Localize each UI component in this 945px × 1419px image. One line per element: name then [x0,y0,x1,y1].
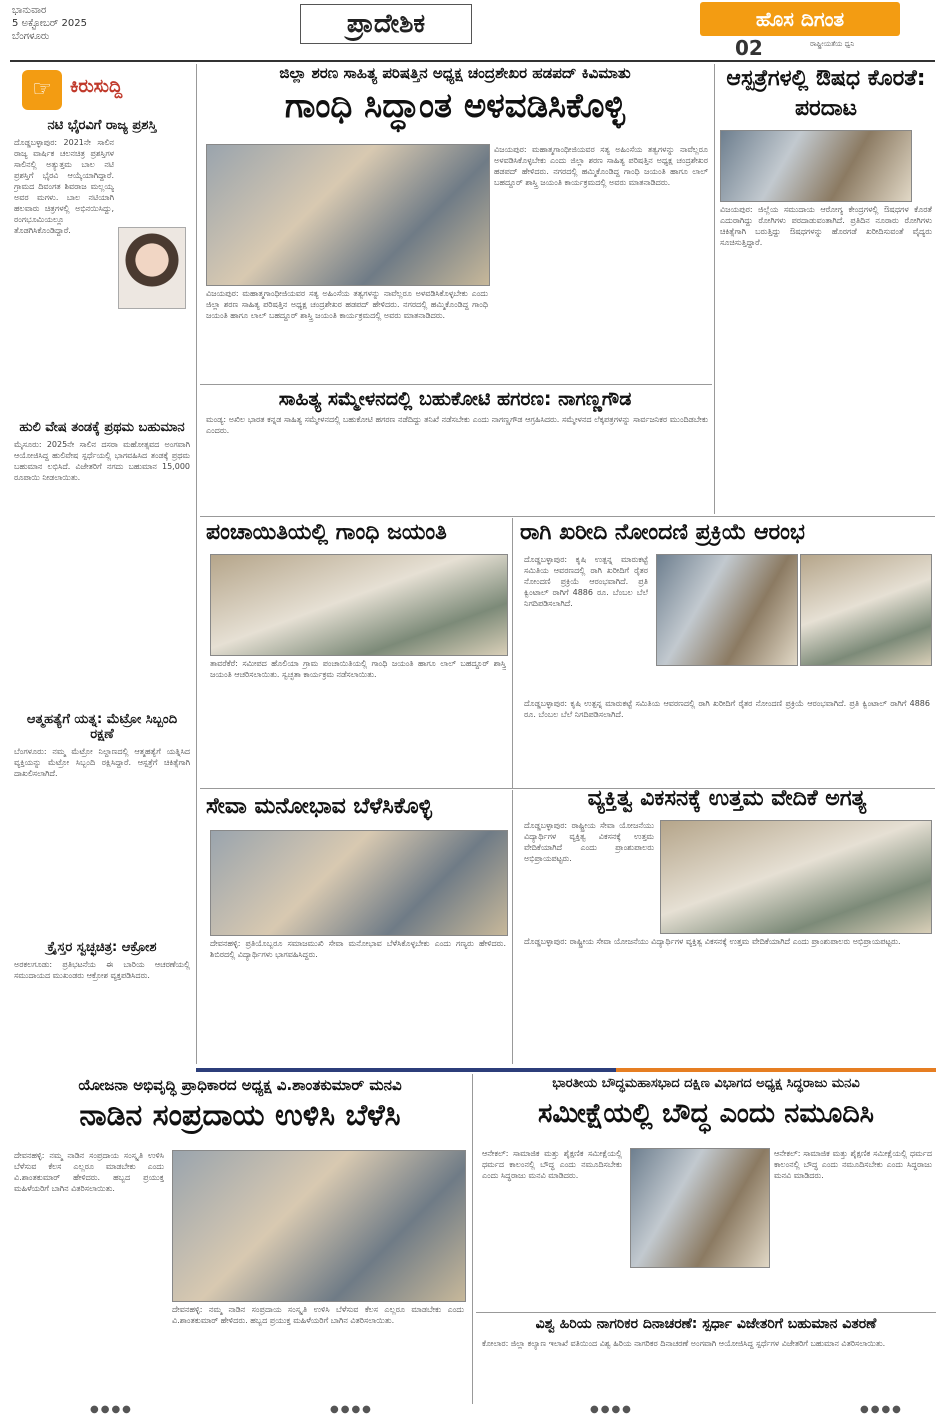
print-registration-marks: ●●●● [330,1404,373,1415]
brief-title: ಆತ್ಮಹತ್ಯೆಗೆ ಯತ್ನ: ಮೆಟ್ರೋ ಸಿಬ್ಬಂದಿ ರಕ್ಷಣೆ [26,712,178,742]
story-headline: ವಿಶ್ವ ಹಿರಿಯ ನಾಗರಿಕರ ದಿನಾಚರಣೆ: ಸ್ಪರ್ಧಾ ವಿಜೇತರಿಗೆ ಬಹುಮಾನ ವಿತರಣೆ [535,1316,877,1332]
story-headline: ನಾಡಿನ ಸಂಪ್ರದಾಯ ಉಳಿಸಿ ಬೆಳೆಸಿ [79,1098,401,1133]
news-photo [630,1148,770,1268]
edition-city: ಬೆಂಗಳೂರು [12,31,50,42]
brief-3 [14,712,190,926]
kirusuddi-banner [22,70,182,110]
story-kicker: ಯೋಜನಾ ಅಭಿವೃದ್ಧಿ ಪ್ರಾಧಿಕಾರದ ಅಧ್ಯಕ್ಷ ವಿ.ಶಾಂತಕುಮಾರ್ ಮನವಿ [78,1076,402,1094]
story-body-continued: ವಿಜಯಪುರ: ಮಹಾತ್ಮಗಾಂಧೀಜಿಯವರ ಸತ್ಯ ಅಹಿಂಸೆಯ ತತ್ವಗಳನ್ನು ನಾವೆಲ್ಲರೂ ಅಳವಡಿಸಿಕೊಳ್ಳಬೇಕು ಎಂದು ಜಿಲ್ಲಾ ಶರಣ ಸಾಹಿತ್ಯ ಪರಿಷತ್ತಿನ ಅಧ್ಯಕ್ಷ ಚಂದ್ರಶೇಖರ ಹಡಪದ್ ಹೇಳಿದರು. ನಗರದಲ್ಲಿ ಹಮ್ಮಿಕೊಂಡಿದ್ದ ಗಾಂಧಿ ಜಯಂತಿ ಹಾಗೂ ಲಾಲ್ ಬಹದ್ದೂರ್ ಶಾಸ್ತ್ರಿ ಜಯಂತಿ ಕಾರ್ಯಕ್ರಮದಲ್ಲಿ ಅವರು ಮಾತನಾಡಿದರು. [494,145,708,187]
brief-body: ಬೆಂಗಳೂರು: ನಮ್ಮ ಮೆಟ್ರೋ ನಿಲ್ದಾಣದಲ್ಲಿ ಆತ್ಮಹತ್ಯೆಗೆ ಯತ್ನಿಸಿದ ವ್ಯಕ್ತಿಯನ್ನು ಮೆಟ್ರೋ ಸಿಬ್ಬಂದಿ ರಕ್ಷಿಸಿದ್ದಾರೆ. ಆಸ್ಪತ್ರೆಗೆ ಚಿಕಿತ್ಸೆಗಾಗಿ ದಾಖಲಿಸಲಾಗಿದೆ. [14,747,190,778]
pointing-hand-icon: ☞ [22,70,62,110]
column-divider [196,64,197,1064]
column-divider [714,64,715,514]
story-body: ದೇವನಹಳ್ಳಿ: ನಮ್ಮ ನಾಡಿನ ಸಂಪ್ರದಾಯ ಸಂಸ್ಕೃತಿ ಉಳಿಸಿ ಬೆಳೆಸುವ ಕೆಲಸ ಎಲ್ಲರೂ ಮಾಡಬೇಕು ಎಂದು ವಿ.ಶಾಂತಕುಮಾರ್ ಹೇಳಿದರು. ಹಬ್ಬದ ಪ್ರಯುಕ್ತ ಮಹಿಳೆಯರಿಗೆ ಬಾಗಿನ ವಿತರಿಸಲಾಯಿತು. [14,1151,164,1193]
story-body: ವಿಜಯಪುರ: ಮಹಾತ್ಮಗಾಂಧೀಜಿಯವರ ಸತ್ಯ ಅಹಿಂಸೆಯ ತತ್ವಗಳನ್ನು ನಾವೆಲ್ಲರೂ ಅಳವಡಿಸಿಕೊಳ್ಳಬೇಕು ಎಂದು ಜಿಲ್ಲಾ ಶರಣ ಸಾಹಿತ್ಯ ಪರಿಷತ್ತಿನ ಅಧ್ಯಕ್ಷ ಚಂದ್ರಶೇಖರ ಹಡಪದ್ ಹೇಳಿದರು. ನಗರದಲ್ಲಿ ಹಮ್ಮಿಕೊಂಡಿದ್ದ ಗಾಂಧಿ ಜಯಂತಿ ಹಾಗೂ ಲಾಲ್ ಬಹದ್ದೂರ್ ಶಾಸ್ತ್ರಿ ಜಯಂತಿ ಕಾರ್ಯಕ್ರಮದಲ್ಲಿ ಅವರು ಮಾತನಾಡಿದರು. [206,289,488,320]
brief-2 [14,420,190,679]
story-body: ದೊಡ್ಡಬಳ್ಳಾಪುರ: ರಾಷ್ಟ್ರೀಯ ಸೇವಾ ಯೋಜನೆಯು ವಿದ್ಯಾರ್ಥಿಗಳ ವ್ಯಕ್ತಿತ್ವ ವಿಕಸನಕ್ಕೆ ಉತ್ತಮ ವೇದಿಕೆಯಾಗಿದೆ ಎಂದು ಪ್ರಾಂಶುಪಾಲರು ಅಭಿಪ್ರಾಯಪಟ್ಟರು. [524,821,654,863]
story-body: ಕೋಲಾರ: ಜಿಲ್ಲಾ ಕಲ್ಯಾಣ ಇಲಾಖೆ ವತಿಯಿಂದ ವಿಶ್ವ ಹಿರಿಯ ನಾಗರಿಕರ ದಿನಾಚರಣೆ ಅಂಗವಾಗಿ ಆಯೋಜಿಸಿದ್ದ ಸ್ಪರ್ಧೆಗಳ ವಿಜೇತರಿಗೆ ಬಹುಮಾನ ವಿತರಿಸಲಾಯಿತು. [482,1339,886,1348]
story-headline: ವ್ಯಕ್ತಿತ್ವ ವಿಕಸನಕ್ಕೆ ಉತ್ತಮ ವೇದಿಕೆ ಅಗತ್ಯ [587,786,867,811]
brief-title: ನಟಿ ಭೈರವಿಗೆ ರಾಜ್ಯ ಪ್ರಶಸ್ತಿ [47,118,157,133]
story-body-continued: ಆನೇಕಲ್: ಸಾಮಾಜಿಕ ಮತ್ತು ಶೈಕ್ಷಣಿಕ ಸಮೀಕ್ಷೆಯಲ್ಲಿ ಧರ್ಮದ ಕಾಲಂನಲ್ಲಿ ಬೌದ್ಧ ಎಂದು ನಮೂದಿಸಬೇಕು ಎಂದು ಸಿದ್ಧರಾಜು ಮನವಿ ಮಾಡಿದರು. [774,1149,932,1180]
column-divider [512,790,513,1064]
news-photo [172,1150,466,1302]
story-body-continued: ದೇವನಹಳ್ಳಿ: ನಮ್ಮ ನಾಡಿನ ಸಂಪ್ರದಾಯ ಸಂಸ್ಕೃತಿ ಉಳಿಸಿ ಬೆಳೆಸುವ ಕೆಲಸ ಎಲ್ಲರೂ ಮಾಡಬೇಕು ಎಂದು ವಿ.ಶಾಂತಕುಮಾರ್ ಹೇಳಿದರು. ಹಬ್ಬದ ಪ್ರಯುಕ್ತ ಮಹಿಳೆಯರಿಗೆ ಬಾಗಿನ ವಿತರಿಸಲಾಯಿತು. [172,1305,464,1325]
story-kicker: ಭಾರತೀಯ ಬೌದ್ಧಮಹಾಸಭಾದ ದಕ್ಷಿಣ ವಿಭಾಗದ ಅಧ್ಯಕ್ಷ ಸಿದ್ಧರಾಜು ಮನವಿ [552,1076,860,1091]
news-photo [210,554,508,656]
story-body: ದೇವನಹಳ್ಳಿ: ಪ್ರತಿಯೊಬ್ಬರೂ ಸಮಾಜಮುಖಿ ಸೇವಾ ಮನೋಭಾವ ಬೆಳೆಸಿಕೊಳ್ಳಬೇಕು ಎಂದು ಗಣ್ಯರು ಹೇಳಿದರು. ಶಿಬಿರದಲ್ಲಿ ವಿದ್ಯಾರ್ಥಿಗಳು ಭಾಗವಹಿಸಿದ್ದರು. [210,939,506,959]
actress-portrait [118,227,186,309]
column-divider [512,518,513,788]
brief-body: ಮೈಸೂರು: 2025ನೇ ಸಾಲಿನ ದಸರಾ ಮಹೋತ್ಸವದ ಅಂಗವಾಗಿ ಆಯೋಜಿಸಿದ್ದ ಹುಲಿವೇಷ ಸ್ಪರ್ಧೆಯಲ್ಲಿ ಭಾಗವಹಿಸಿದ ತಂಡಕ್ಕೆ ಪ್ರಥಮ ಬಹುಮಾನ ಲಭಿಸಿದೆ. ವಿಜೇತರಿಗೆ ನಗದು ಬಹುಮಾನ 15,000 ರೂಪಾಯಿ ನೀಡಲಾಯಿತು. [14,440,190,482]
story-headline: ಸೇವಾ ಮನೋಭಾವ ಬೆಳೆಸಿಕೊಳ್ಳಿ [206,794,433,819]
brief-title: ಹುಲಿ ವೇಷ ತಂಡಕ್ಕೆ ಪ್ರಥಮ ಬಹುಮಾನ [19,420,185,435]
edition-date: 5 ಅಕ್ಟೋಬರ್ 2025 [12,18,87,29]
brief-body: ದೊಡ್ಡಬಳ್ಳಾಪುರ: 2021ನೇ ಸಾಲಿನ ರಾಜ್ಯ ವಾರ್ಷಿಕ ಚಲನಚಿತ್ರ ಪ್ರಶಸ್ತಿಗಳ ಸಾಲಿನಲ್ಲಿ ಅತ್ಯುತ್ತಮ ಬಾಲ ನಟಿ ಪ್ರಶಸ್ತಿಗೆ ಭೈರವಿ ಆಯ್ಕೆಯಾಗಿದ್ದಾರೆ. ಗ್ರಾಮದ ದಿವಂಗತ ಶಿವರಾಜ ಮಲ್ಲಯ್ಯ ಅವರ ಮಗಳು. ಬಾಲ ನಟಿಯಾಗಿ ಹಲವಾರು ಚಿತ್ರಗಳಲ್ಲಿ ಅಭಿನಯಿಸಿದ್ದು, ರಂಗಭೂಮಿಯಲ್ಲೂ ತೊಡಗಿಸಿಕೊಂಡಿದ್ದಾರೆ. [14,138,114,235]
story-headline: ಪಂಚಾಯಿತಿಯಲ್ಲಿ ಗಾಂಧಿ ಜಯಂತಿ [206,520,447,545]
brief-title: ಕ್ರೈಸ್ತರ ಸ್ವಚ್ಛಚಿತ್ರ: ಆಕ್ರೋಶ [47,940,157,955]
print-registration-marks: ●●●● [590,1404,633,1415]
page-number: 02 [735,36,763,60]
header-rule [10,60,935,62]
newspaper-logo: ಹೊಸ ದಿಗಂತ [700,2,900,36]
story-body: ಮಂಡ್ಯ: ಅಖಿಲ ಭಾರತ ಕನ್ನಡ ಸಾಹಿತ್ಯ ಸಮ್ಮೇಳನದಲ್ಲಿ ಬಹುಕೋಟಿ ಹಗರಣ ನಡೆದಿದ್ದು ತನಿಖೆ ನಡೆಸಬೇಕು ಎಂದು ನಾಗಣ್ಣಗೌಡ ಆಗ್ರಹಿಸಿದರು. ಸಮ್ಮೇಳನದ ಲೆಕ್ಕಪತ್ರಗಳನ್ನು ಸಾರ್ವಜನಿಕರ ಮುಂದಿಡಬೇಕು ಎಂದರು. [206,415,708,435]
row-divider [200,516,935,517]
story-body: ಆನೇಕಲ್: ಸಾಮಾಜಿಕ ಮತ್ತು ಶೈಕ್ಷಣಿಕ ಸಮೀಕ್ಷೆಯಲ್ಲಿ ಧರ್ಮದ ಕಾಲಂನಲ್ಲಿ ಬೌದ್ಧ ಎಂದು ನಮೂದಿಸಬೇಕು ಎಂದು ಸಿದ್ಧರಾಜು ಮನವಿ ಮಾಡಿದರು. [482,1149,622,1180]
print-registration-marks: ●●●● [860,1404,903,1415]
news-photo [660,820,932,934]
edition-date-block [12,4,87,43]
column-divider [472,1074,473,1404]
story-headline: ಸಾಹಿತ್ಯ ಸಮ್ಮೇಳನದಲ್ಲಿ ಬಹುಕೋಟಿ ಹಗರಣ: ನಾಗಣ್ಣಗೌಡ [278,388,632,410]
news-photo [800,554,932,666]
section-bar [616,1068,936,1072]
story-kicker: ಜಿಲ್ಲಾ ಶರಣ ಸಾಹಿತ್ಯ ಪರಿಷತ್ತಿನ ಅಧ್ಯಕ್ಷ ಚಂದ್ರಶೇಖರ ಹಡಪದ್ ಕಿವಿಮಾತು [279,64,631,82]
story-headline: ಆಸ್ಪತ್ರೆಗಳಲ್ಲಿ ಔಷಧ ಕೊರತೆ: ಪರದಾಟ [726,66,926,121]
row-divider [200,384,712,385]
brief-body: ಅರಕಲಗೂಡು: ಪ್ರತಿಭಟನೆಯ ಈ ಬಾರಿಯ ಆಚರಣೆಯಲ್ಲಿ ಸಮುದಾಯದ ಮುಖಂಡರು ಆಕ್ರೋಶ ವ್ಯಕ್ತಪಡಿಸಿದರು. [14,960,190,980]
story-headline: ಸಮೀಕ್ಷೆಯಲ್ಲಿ ಬೌದ್ಧ ಎಂದು ನಮೂದಿಸಿ [538,1098,874,1129]
row-divider [476,1312,936,1313]
story-body-continued: ದೊಡ್ಡಬಳ್ಳಾಪುರ: ರಾಷ್ಟ್ರೀಯ ಸೇವಾ ಯೋಜನೆಯು ವಿದ್ಯಾರ್ಥಿಗಳ ವ್ಯಕ್ತಿತ್ವ ವಿಕಸನಕ್ಕೆ ಉತ್ತಮ ವೇದಿಕೆಯಾಗಿದೆ ಎಂದು ಪ್ರಾಂಶುಪಾಲರು ಅಭಿಪ್ರಾಯಪಟ್ಟರು. [524,937,901,946]
news-photo [210,830,508,936]
story-body: ತಾವರೆಕೆರೆ: ಸಮೀಪದ ಹೊಲಿಯಾ ಗ್ರಾಮ ಪಂಚಾಯಿತಿಯಲ್ಲಿ ಗಾಂಧಿ ಜಯಂತಿ ಹಾಗೂ ಲಾಲ್ ಬಹದ್ದೂರ್ ಶಾಸ್ತ್ರಿ ಜಯಂತಿ ಆಚರಿಸಲಾಯಿತು. ಸ್ವಚ್ಛತಾ ಕಾರ್ಯಕ್ರಮ ನಡೆಸಲಾಯಿತು. [210,659,506,679]
story-body: ದೊಡ್ಡಬಳ್ಳಾಪುರ: ಕೃಷಿ ಉತ್ಪನ್ನ ಮಾರುಕಟ್ಟೆ ಸಮಿತಿಯ ಆವರಣದಲ್ಲಿ ರಾಗಿ ಖರೀದಿಗೆ ರೈತರ ನೋಂದಣಿ ಪ್ರಕ್ರಿಯೆ ಆರಂಭವಾಗಿದೆ. ಪ್ರತಿ ಕ್ವಿಂಟಾಲ್ ರಾಗಿಗೆ 4886 ರೂ. ಬೆಂಬಲ ಬೆಲೆ ನಿಗದಿಪಡಿಸಲಾಗಿದೆ. [524,555,648,608]
story-body: ವಿಜಯಪುರ: ಜಿಲ್ಲೆಯ ಸಮುದಾಯ ಆರೋಗ್ಯ ಕೇಂದ್ರಗಳಲ್ಲಿ ಔಷಧಗಳ ಕೊರತೆ ಎದುರಾಗಿದ್ದು ರೋಗಿಗಳು ಪರದಾಡುವಂತಾಗಿದೆ. ಪ್ರತಿದಿನ ನೂರಾರು ರೋಗಿಗಳು ಚಿಕಿತ್ಸೆಗಾಗಿ ಬರುತ್ತಿದ್ದು ಔಷಧಗಳನ್ನು ಹೊರಗಡೆ ಖರೀದಿಸುವಂತೆ ವೈದ್ಯರು ಸೂಚಿಸುತ್ತಿದ್ದಾರೆ. [720,205,932,247]
brief-1 [14,118,190,407]
hospital-photo [720,130,912,202]
section-bar [196,1068,616,1072]
print-registration-marks: ●●●● [90,1404,133,1415]
story-headline: ಗಾಂಧಿ ಸಿದ್ಧಾಂತ ಅಳವಡಿಸಿಕೊಳ್ಳಿ [284,86,626,126]
story-headline: ರಾಗಿ ಖರೀದಿ ನೋಂದಣಿ ಪ್ರಕ್ರಿಯೆ ಆರಂಭ [520,520,805,545]
story-body-continued: ದೊಡ್ಡಬಳ್ಳಾಪುರ: ಕೃಷಿ ಉತ್ಪನ್ನ ಮಾರುಕಟ್ಟೆ ಸಮಿತಿಯ ಆವರಣದಲ್ಲಿ ರಾಗಿ ಖರೀದಿಗೆ ರೈತರ ನೋಂದಣಿ ಪ್ರಕ್ರಿಯೆ ಆರಂಭವಾಗಿದೆ. ಪ್ರತಿ ಕ್ವಿಂಟಾಲ್ ರಾಗಿಗೆ 4886 ರೂ. ಬೆಂಬಲ ಬೆಲೆ ನಿಗದಿಪಡಿಸಲಾಗಿದೆ. [524,699,930,719]
news-photo [206,144,490,286]
news-photo [656,554,798,666]
brief-4 [14,940,190,1059]
logo-tagline: ರಾಷ್ಟ್ರೀಯತೆಯ ಧ್ವನಿ [810,40,855,48]
kirusuddi-label: ಕಿರುಸುದ್ದಿ [70,76,123,97]
section-title: ಪ್ರಾದೇಶಿಕ [300,4,472,44]
edition-day: ಭಾನುವಾರ [12,5,47,16]
